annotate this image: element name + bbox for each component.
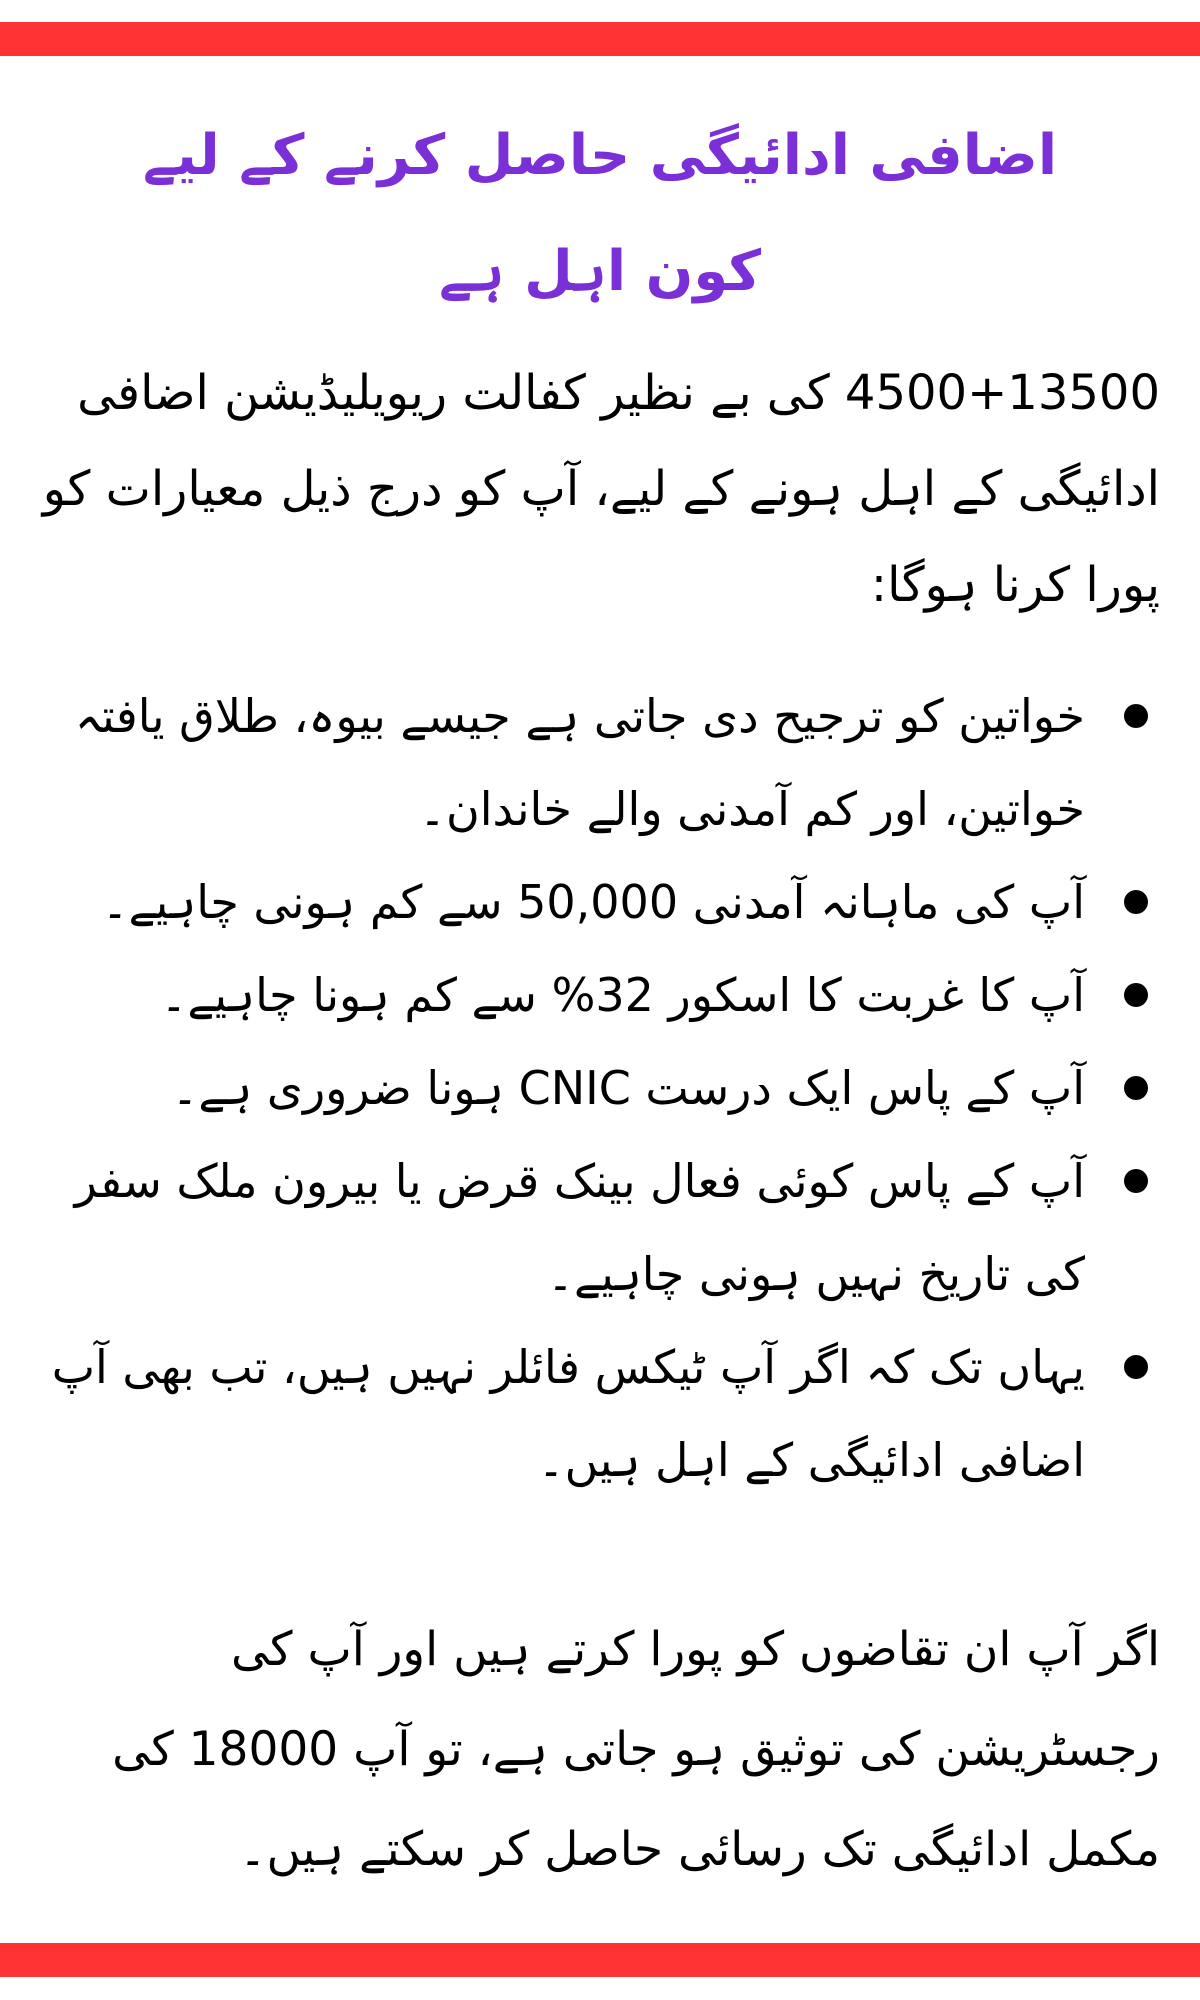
list-item: [40, 1042, 1160, 1135]
page-title-line-1: اضافی ادائیگی حاصل کرنے کے لیے: [142, 123, 1058, 188]
list-item-text: آپ کے پاس کوئی فعال بینک قرض یا بیرون ملک سفر کی تاریخ نہیں ہونی چاہیے۔: [74, 1154, 1085, 1301]
closing-paragraph: اگر آپ ان تقاضوں کو پورا کرتے ہیں اور آپ کی رجسٹریشن کی توثیق ہو جاتی ہے، تو آپ 18000 کی مکمل ادائیگی تک رسائی حاصل کر سکتے ہیں۔: [112, 1622, 1160, 1877]
bullet-icon: [1124, 983, 1148, 1007]
intro-paragraph: 4500+13500 کی بے نظیر کفالت ریویلیڈیشن اضافی ادائیگی کے اہل ہونے کے لیے، آپ کو درج ذیل معیارات کو پورا کرنا ہوگا:: [42, 365, 1160, 613]
bullet-icon: [1124, 1355, 1148, 1379]
bullet-icon: [1124, 1076, 1148, 1100]
bottom-accent-bar: [0, 1943, 1200, 1977]
page-title-line-2: کون اہل ہے: [438, 239, 762, 304]
list-item: [40, 670, 1160, 856]
bullet-icon: [1124, 890, 1148, 914]
list-item: [40, 949, 1160, 1042]
list-item-text: آپ کے پاس ایک درست CNIC ہونا ضروری ہے۔: [171, 1061, 1085, 1115]
top-accent-bar: [0, 22, 1200, 56]
eligibility-criteria-list: [40, 670, 1160, 1507]
list-item-text: خواتین کو ترجیح دی جاتی ہے جیسے بیوہ، طلاق یافتہ خواتین، اور کم آمدنی والے خاندان۔: [74, 689, 1085, 836]
list-item-text: یہاں تک کہ اگر آپ ٹیکس فائلر نہیں ہیں، تب بھی آپ اضافی ادائیگی کے اہل ہیں۔: [51, 1340, 1085, 1487]
list-item: [40, 856, 1160, 949]
list-item: [40, 1135, 1160, 1321]
list-item-text: آپ کی ماہانہ آمدنی 50,000 سے کم ہونی چاہیے۔: [101, 875, 1085, 929]
list-item-text: آپ کا غربت کا اسکور 32% سے کم ہونا چاہیے۔: [160, 968, 1085, 1022]
bullet-icon: [1124, 1169, 1148, 1193]
bullet-icon: [1124, 704, 1148, 728]
list-item: [40, 1321, 1160, 1507]
